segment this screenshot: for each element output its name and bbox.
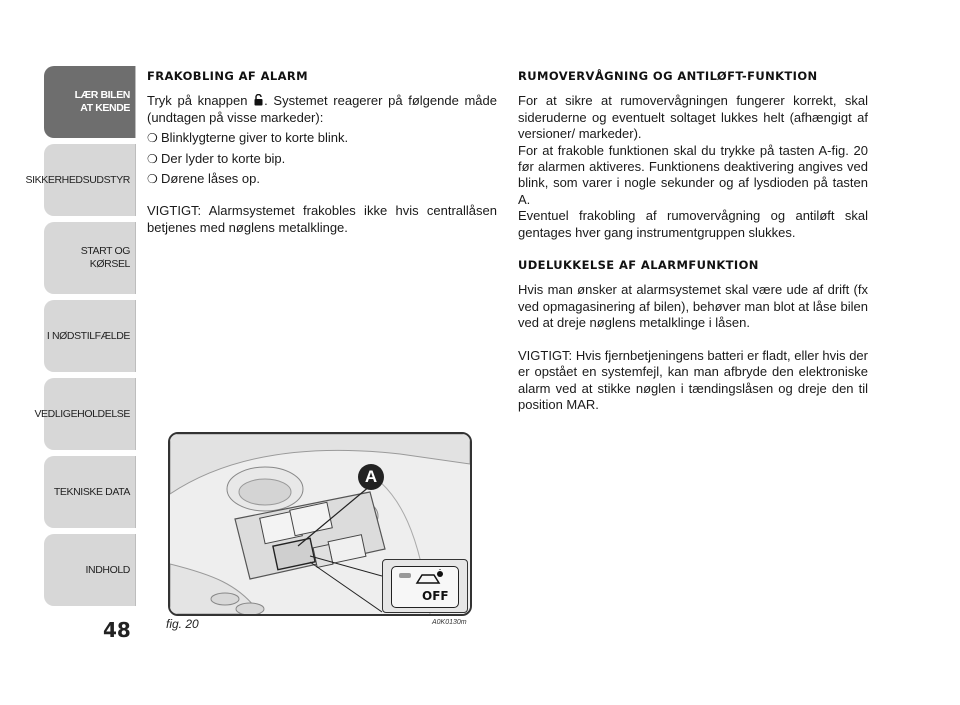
tab-laer-bilen-at-kende[interactable] xyxy=(44,66,136,138)
tab-tekniske-data[interactable] xyxy=(44,456,136,528)
list-item-text: Blinklygterne giver to korte blink. xyxy=(161,130,349,146)
tab-indhold[interactable] xyxy=(44,534,136,606)
left-column xyxy=(147,68,497,236)
chapter-sidebar xyxy=(25,66,136,612)
tab-i-nodstilfaelde[interactable] xyxy=(44,300,136,372)
bullet-mark: ❍ xyxy=(147,151,158,166)
callout-a-badge xyxy=(358,464,384,490)
important-note: VIGTIGT: Alarmsystemet frakobles ikke hvis centrallåsen betjenes med nøglens metalklinge. xyxy=(147,203,497,235)
intro-text-after: . Systemet reagerer på følgende måde (undtagen på visse markeder): xyxy=(147,93,497,125)
section-heading: UDELUKKELSE AF ALARMFUNKTION xyxy=(518,258,759,273)
list-item-text: Der lyder to korte bip. xyxy=(161,150,286,166)
section-heading: FRAKOBLING AF ALARM xyxy=(147,69,309,83)
intro-paragraph xyxy=(147,93,497,126)
off-button xyxy=(391,566,459,608)
tab-label: INDHOLD xyxy=(85,563,130,576)
intro-text-before: Tryk på knappen xyxy=(147,93,254,109)
tab-label: VEDLIGEHOLDELSE xyxy=(34,407,130,420)
paragraph: For at frakoble funktionen skal du trykke på tasten A-fig. 20 før alarmen aktiveres. Funktionens deaktivering angives ved blink, som varer i nogle sekunder og af lysdioden på tasten A. xyxy=(518,142,868,207)
important-note: VIGTIGT: Hvis fjernbetjeningens batteri er fladt, eller hvis der er opstået en systemfejl, kan man afbryde den elektroniske alarm ved at stikke nøglen i tændingslåsen og dreje den til position MAR. xyxy=(518,347,868,412)
bullet-mark: ❍ xyxy=(147,131,158,146)
figure-code: A0K0130m xyxy=(432,619,467,626)
paragraph: Hvis man ønsker at alarmsystemet skal være ude af drift (fx ved opmagasinering af bilen), behøver man blot at låse bilen ved at dreje nøglens metalklinge i låsen. xyxy=(518,282,868,331)
paragraph: Eventuel frakobling af rumovervågning og antiløft skal gentages hver gang instrumentgruppen slukkes. xyxy=(518,208,868,240)
inset-button-detail xyxy=(382,559,468,613)
car-alarm-icon xyxy=(414,569,444,589)
tab-label: SIKKERHEDSUDSTYR xyxy=(25,173,130,186)
tab-sikkerhedsudstyr[interactable] xyxy=(25,144,136,216)
list-item xyxy=(147,151,497,167)
section-heading: RUMOVERVÅGNING OG ANTILØFT-FUNKTION xyxy=(518,69,818,83)
off-label: OFF xyxy=(422,589,449,603)
tab-label: START OG KØRSEL xyxy=(80,245,130,270)
tab-label: LÆR BILEN AT KENDE xyxy=(74,89,130,114)
figure-illustration xyxy=(168,432,472,616)
tab-vedligeholdelse[interactable] xyxy=(34,378,136,450)
tab-label: TEKNISKE DATA xyxy=(53,485,130,498)
figure-caption: fig. 20 xyxy=(166,617,199,631)
tab-label: I NØDSTILFÆLDE xyxy=(46,329,130,342)
list-item xyxy=(147,130,497,146)
right-column xyxy=(518,68,868,413)
list-item xyxy=(147,171,497,187)
tab-start-og-korsel[interactable] xyxy=(44,222,136,294)
led-indicator xyxy=(399,573,411,578)
bullet-mark: ❍ xyxy=(147,172,158,187)
list-item-text: Dørene låses op. xyxy=(161,171,260,187)
page-number: 48 xyxy=(103,618,131,642)
unlock-icon xyxy=(254,94,263,106)
callout-a-label: A xyxy=(364,467,378,486)
paragraph: For at sikre at rumovervågningen fungerer korrekt, skal sideruderne og eventuelt soltaget lukkes helt (afhængigt af versioner/ markeder). xyxy=(518,93,868,142)
